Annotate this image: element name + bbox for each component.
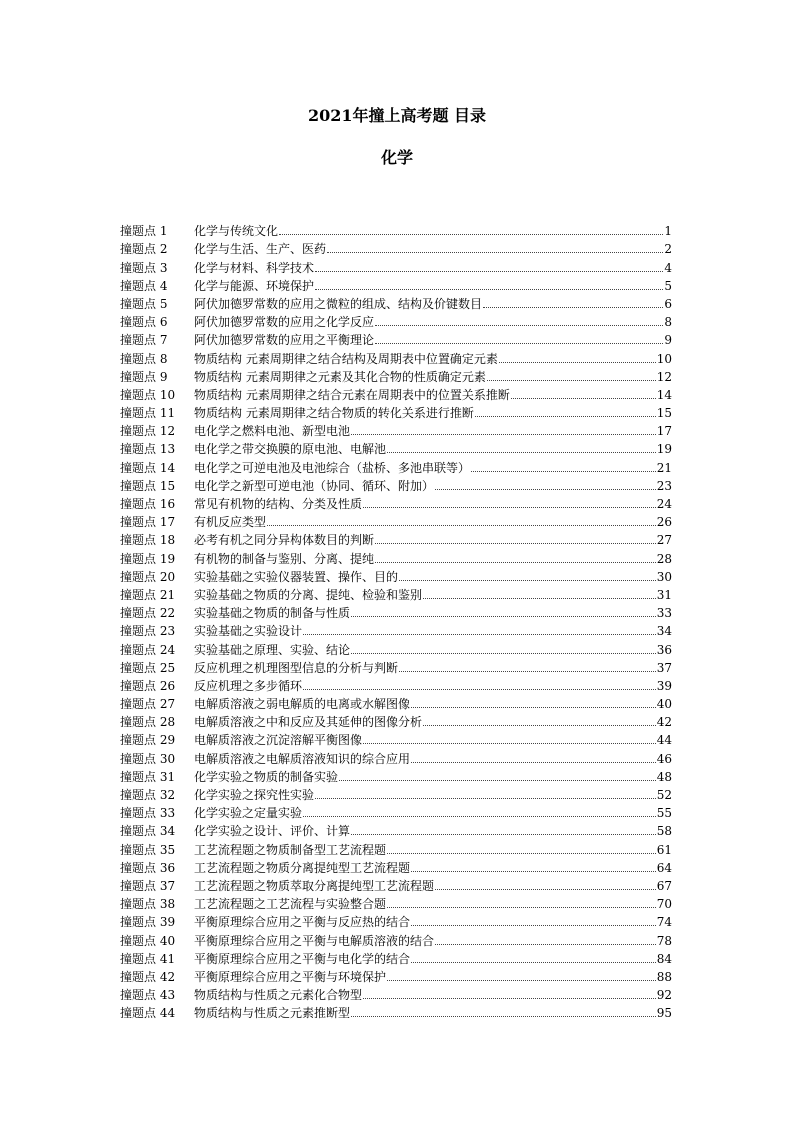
toc-entry-label: 撞题点 34: [120, 824, 176, 839]
toc-entry-label: 撞题点 9: [120, 369, 168, 384]
dot-leader: [327, 252, 663, 253]
toc-entry[interactable]: [120, 256, 672, 274]
toc-entry[interactable]: [120, 238, 672, 256]
toc-entry[interactable]: [120, 802, 672, 820]
toc-entry-page-number: 70: [656, 897, 672, 912]
toc-entry[interactable]: [120, 402, 672, 420]
toc-entry-title: 化学实验之定量实验: [194, 806, 303, 821]
toc-entry-page-number: 4: [664, 260, 672, 275]
dot-leader: [303, 689, 656, 690]
toc-entry-page-number: 8: [664, 315, 672, 330]
toc-entry-label: 撞题点 37: [120, 878, 176, 893]
dot-leader: [411, 707, 656, 708]
toc-entry[interactable]: [120, 984, 672, 1002]
toc-entry-label: 撞题点 26: [120, 678, 176, 693]
toc-entry[interactable]: [120, 966, 672, 984]
toc-entry-page-number: 15: [656, 406, 672, 421]
dot-leader: [483, 307, 663, 308]
toc-entry[interactable]: [120, 511, 672, 529]
toc-entry-label: 撞题点 13: [120, 442, 176, 457]
toc-entry-page-number: 52: [656, 788, 672, 802]
toc-entry-page-number: 74: [656, 915, 672, 930]
toc-entry-page-number: 14: [656, 387, 672, 402]
dot-leader: [375, 543, 656, 544]
toc-entry-label: 撞题点 12: [120, 424, 176, 439]
toc-entry-label: 撞题点 25: [120, 660, 176, 675]
toc-entry-page-number: 33: [656, 606, 672, 621]
toc-entry-label: 撞题点 7: [120, 333, 168, 348]
dot-leader: [351, 434, 656, 435]
toc-entry[interactable]: [120, 820, 672, 838]
toc-entry-page-number: 5: [664, 278, 672, 293]
dot-leader: [511, 398, 656, 399]
toc-entry-page-number: 26: [656, 515, 672, 530]
toc-entry-title: 平衡原理综合应用之平衡与反应热的结合: [194, 915, 411, 930]
dot-leader: [387, 907, 656, 908]
toc-entry[interactable]: [120, 456, 672, 474]
toc-entry-page-number: 23: [656, 478, 672, 493]
dot-leader: [471, 471, 656, 472]
toc-entry-label: 撞题点 2: [120, 242, 168, 257]
toc-entry-page-number: 30: [656, 569, 672, 584]
toc-entry-label: 撞题点 23: [120, 624, 176, 639]
dot-leader: [411, 871, 656, 872]
toc-entry[interactable]: [120, 547, 672, 565]
toc-entry-title: 常见有机物的结构、分类及性质: [194, 497, 363, 511]
dot-leader: [487, 380, 656, 381]
toc-entry[interactable]: [120, 275, 672, 293]
toc-entry-title: 反应机理之多步循环: [194, 678, 303, 693]
toc-entry-label: 撞题点 41: [120, 951, 176, 966]
toc-entry-label: 撞题点 38: [120, 897, 176, 912]
toc-entry-title: 平衡原理综合应用之平衡与电化学的结合: [194, 951, 411, 966]
toc-entry[interactable]: [120, 220, 672, 238]
toc-entry-title: 工艺流程题之物质萃取分离提纯型工艺流程题: [194, 878, 435, 893]
toc-entry-title: 物质结构与性质之元素化合物型: [194, 988, 363, 1003]
toc-entry-title: 实验基础之原理、实验、结论: [194, 642, 351, 657]
toc-entry-label: 撞题点 24: [120, 642, 176, 657]
dot-leader: [399, 580, 656, 581]
dot-leader: [475, 416, 656, 417]
toc-entry-title: 平衡原理综合应用之平衡与电解质溶液的结合: [194, 933, 435, 948]
toc-entry-title: 电解质溶液之弱电解质的电离或水解图像: [194, 697, 411, 712]
document-subtitle: 化学: [380, 148, 413, 167]
toc-entry-label: 撞题点 40: [120, 933, 176, 948]
dot-leader: [351, 653, 656, 654]
toc-entry-label: 撞题点 29: [120, 733, 176, 748]
toc-entry-title: 电化学之新型可逆电池（协同、循环、附加）: [194, 478, 435, 493]
toc-entry-label: 撞题点 44: [120, 1006, 176, 1021]
toc-entry-title: 物质结构 元素周期律之结合元素在周期表中的位置关系推断: [194, 387, 510, 402]
dot-leader: [303, 634, 656, 635]
dot-leader: [363, 507, 656, 508]
toc-entry-title: 工艺流程题之物质分离提纯型工艺流程题: [194, 860, 411, 875]
toc-entry-page-number: 6: [664, 296, 672, 311]
toc-entry-title: 电解质溶液之沉淀溶解平衡图像: [194, 733, 363, 748]
toc-entry-page-number: 40: [656, 697, 672, 712]
toc-entry-page-number: 24: [656, 497, 672, 511]
toc-entry-title: 化学实验之设计、评价、计算: [194, 824, 351, 839]
toc-entry[interactable]: [120, 838, 672, 856]
toc-entry-page-number: 2: [664, 242, 672, 257]
toc-entry-label: 撞题点 22: [120, 606, 176, 621]
dot-leader: [315, 798, 656, 799]
toc-entry-title: 实验基础之物质的制备与性质: [194, 606, 351, 621]
dot-leader: [387, 452, 656, 453]
toc-entry-title: 工艺流程题之工艺流程与实验整合题: [194, 897, 387, 912]
toc-entry-page-number: 48: [656, 769, 672, 784]
toc-entry[interactable]: [120, 566, 672, 584]
toc-entry-label: 撞题点 28: [120, 715, 176, 730]
toc-entry[interactable]: [120, 384, 672, 402]
toc-entry-label: 撞题点 3: [120, 260, 168, 275]
toc-entry-title: 必考有机之同分异构体数目的判断: [194, 533, 375, 548]
dot-leader: [411, 925, 656, 926]
toc-entry[interactable]: [120, 347, 672, 365]
toc-entry-label: 撞题点 16: [120, 497, 176, 511]
toc-entry[interactable]: [120, 311, 672, 329]
toc-entry-title: 工艺流程题之物质制备型工艺流程题: [194, 842, 387, 857]
toc-entry[interactable]: [120, 929, 672, 947]
dot-leader: [267, 525, 656, 526]
toc-entry[interactable]: [120, 293, 672, 311]
toc-entry-title: 化学与能源、环境保护: [194, 278, 315, 293]
dot-leader: [423, 725, 656, 726]
toc-entry-label: 撞题点 31: [120, 769, 176, 784]
dot-leader: [375, 343, 663, 344]
dot-leader: [399, 671, 656, 672]
toc-entry-title: 平衡原理综合应用之平衡与环境保护: [194, 969, 387, 984]
dot-leader: [279, 234, 663, 235]
dot-leader: [339, 780, 656, 781]
toc-entry-title: 化学与材料、科学技术: [194, 260, 315, 275]
dot-leader: [411, 762, 656, 763]
toc-entry[interactable]: [120, 475, 672, 493]
toc-entry[interactable]: [120, 857, 672, 875]
toc-entry-label: 撞题点 4: [120, 278, 168, 293]
toc-entry-title: 化学与传统文化: [194, 224, 279, 239]
toc-entry-page-number: 10: [656, 351, 672, 366]
toc-entry-page-number: 34: [656, 624, 672, 639]
toc-entry-label: 撞题点 30: [120, 751, 176, 766]
toc-entry-page-number: 17: [656, 424, 672, 439]
dot-leader: [499, 362, 656, 363]
toc-entry-label: 撞题点 11: [120, 406, 176, 421]
toc-entry-page-number: 37: [656, 660, 672, 675]
toc-entry-page-number: 84: [656, 951, 672, 966]
toc-entry-page-number: 46: [656, 751, 672, 766]
toc-entry-title: 物质结构 元素周期律之元素及其化合物的性质确定元素: [194, 369, 486, 384]
toc-entry-page-number: 95: [656, 1006, 672, 1021]
toc-entry-title: 阿伏加德罗常数的应用之微粒的组成、结构及价键数目: [194, 296, 483, 311]
toc-entry[interactable]: [120, 420, 672, 438]
toc-entry-label: 撞题点 19: [120, 551, 176, 566]
toc-entry-title: 实验基础之物质的分离、提纯、检验和鉴别: [194, 587, 423, 602]
toc-entry-title: 化学与生活、生产、医药: [194, 242, 327, 257]
toc-entry[interactable]: [120, 493, 672, 511]
toc-entry-page-number: 31: [656, 587, 672, 602]
toc-entry[interactable]: [120, 329, 672, 347]
toc-entry-page-number: 64: [656, 860, 672, 875]
toc-entry-label: 撞题点 8: [120, 351, 168, 366]
toc-entry[interactable]: [120, 784, 672, 802]
toc-entry-label: 撞题点 43: [120, 988, 176, 1003]
toc-entry-page-number: 92: [656, 988, 672, 1003]
toc-entry-title: 电化学之带交换膜的原电池、电解池: [194, 442, 387, 457]
document-title: 2021年撞上高考题 目录: [307, 106, 487, 125]
dot-leader: [351, 616, 656, 617]
toc-entry-title: 物质结构 元素周期律之结合结构及周期表中位置确定元素: [194, 351, 498, 366]
dot-leader: [351, 834, 656, 835]
dot-leader: [315, 271, 663, 272]
toc-entry-label: 撞题点 20: [120, 569, 176, 584]
toc-entry-page-number: 19: [656, 442, 672, 457]
dot-leader: [375, 562, 656, 563]
toc-entry-label: 撞题点 39: [120, 915, 176, 930]
toc-entry[interactable]: [120, 602, 672, 620]
toc-entry-title: 化学实验之探究性实验: [194, 788, 315, 802]
toc-entry-title: 反应机理之机理图型信息的分析与判断: [194, 660, 399, 675]
toc-entry-label: 撞题点 14: [120, 460, 176, 475]
toc-entry[interactable]: [120, 657, 672, 675]
toc-entry-label: 撞题点 6: [120, 315, 168, 330]
dot-leader: [387, 853, 656, 854]
toc-entry[interactable]: [120, 620, 672, 638]
toc-entry[interactable]: [120, 875, 672, 893]
toc-entry-page-number: 12: [656, 369, 672, 384]
dot-leader: [303, 816, 656, 817]
dot-leader: [435, 889, 656, 890]
dot-leader: [423, 598, 656, 599]
table-of-contents: [120, 220, 672, 1020]
toc-entry[interactable]: [120, 948, 672, 966]
toc-entry-page-number: 58: [656, 824, 672, 839]
toc-entry[interactable]: [120, 911, 672, 929]
dot-leader: [363, 743, 656, 744]
toc-entry-title: 阿伏加德罗常数的应用之平衡理论: [194, 333, 375, 348]
toc-entry-label: 撞题点 33: [120, 806, 176, 821]
toc-entry-title: 阿伏加德罗常数的应用之化学反应: [194, 315, 375, 330]
toc-entry-page-number: 88: [656, 969, 672, 984]
dot-leader: [387, 980, 656, 981]
toc-entry-page-number: 28: [656, 551, 672, 566]
dot-leader: [375, 325, 663, 326]
toc-entry-title: 电解质溶液之电解质溶液知识的综合应用: [194, 751, 411, 766]
toc-entry[interactable]: [120, 766, 672, 784]
dot-leader: [315, 289, 663, 290]
toc-entry-page-number: 44: [656, 733, 672, 748]
toc-entry-page-number: 9: [664, 333, 672, 348]
toc-entry-title: 电化学之燃料电池、新型电池: [194, 424, 351, 439]
toc-entry-label: 撞题点 1: [120, 224, 168, 239]
dot-leader: [351, 1016, 656, 1017]
toc-entry-title: 电化学之可逆电池及电池综合（盐桥、多池串联等）: [194, 460, 471, 475]
toc-entry-title: 物质结构与性质之元素推断型: [194, 1006, 351, 1021]
toc-entry-title: 有机物的制备与鉴别、分离、提纯: [194, 551, 375, 566]
toc-entry[interactable]: [120, 584, 672, 602]
toc-entry-label: 撞题点 18: [120, 533, 176, 548]
toc-entry[interactable]: [120, 675, 672, 693]
toc-entry-page-number: 42: [656, 715, 672, 730]
toc-entry-title: 有机反应类型: [194, 515, 267, 530]
toc-entry-label: 撞题点 5: [120, 296, 168, 311]
toc-entry-title: 物质结构 元素周期律之结合物质的转化关系进行推断: [194, 406, 474, 421]
toc-entry-label: 撞题点 17: [120, 515, 176, 530]
toc-entry-label: 撞题点 21: [120, 587, 176, 602]
toc-entry-label: 撞题点 15: [120, 478, 176, 493]
toc-entry-page-number: 1: [664, 224, 672, 239]
toc-entry-page-number: 55: [656, 806, 672, 821]
toc-entry[interactable]: [120, 1002, 672, 1020]
toc-entry-page-number: 61: [656, 842, 672, 857]
toc-entry-title: 实验基础之实验设计: [194, 624, 303, 639]
toc-entry-label: 撞题点 10: [120, 387, 176, 402]
toc-entry-label: 撞题点 36: [120, 860, 176, 875]
toc-entry-label: 撞题点 27: [120, 697, 176, 712]
toc-entry[interactable]: [120, 729, 672, 747]
toc-entry-page-number: 21: [656, 460, 672, 475]
toc-entry[interactable]: [120, 529, 672, 547]
toc-entry[interactable]: [120, 893, 672, 911]
toc-entry[interactable]: [120, 711, 672, 729]
toc-entry-title: 电解质溶液之中和反应及其延伸的图像分析: [194, 715, 423, 730]
toc-entry-page-number: 27: [656, 533, 672, 548]
toc-entry-page-number: 36: [656, 642, 672, 657]
toc-entry-page-number: 39: [656, 678, 672, 693]
toc-entry-title: 化学实验之物质的制备实验: [194, 769, 339, 784]
toc-entry-page-number: 67: [656, 878, 672, 893]
dot-leader: [363, 998, 656, 999]
toc-entry[interactable]: [120, 438, 672, 456]
dot-leader: [435, 944, 656, 945]
toc-entry-label: 撞题点 32: [120, 788, 176, 802]
dot-leader: [435, 489, 656, 490]
toc-entry-label: 撞题点 42: [120, 969, 176, 984]
toc-entry[interactable]: [120, 747, 672, 765]
toc-entry[interactable]: [120, 693, 672, 711]
toc-entry-label: 撞题点 35: [120, 842, 176, 857]
toc-entry-page-number: 78: [656, 933, 672, 948]
toc-entry-title: 实验基础之实验仪器装置、操作、目的: [194, 569, 399, 584]
dot-leader: [411, 962, 656, 963]
toc-entry[interactable]: [120, 366, 672, 384]
toc-entry[interactable]: [120, 638, 672, 656]
